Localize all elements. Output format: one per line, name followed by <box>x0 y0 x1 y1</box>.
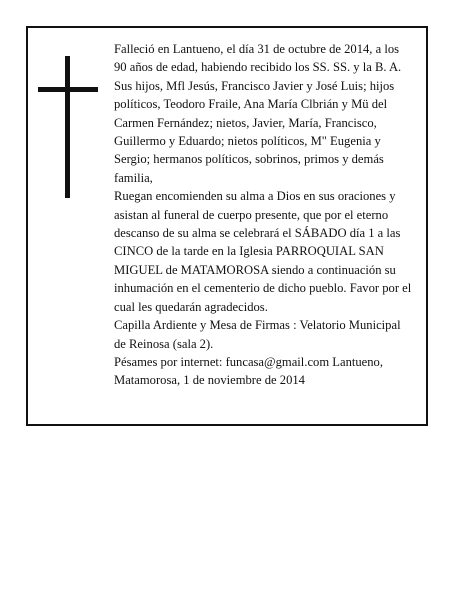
funeral-details: Ruegan encomienden su alma a Dios en sus oraciones y asistan al funeral de cuerpo presente, que por el eterno descanso de su alma se celebrará el SÁBADO día 1 a las CINCO de la tarde en la Iglesia PARROQUIAL SAN MIGUEL de MATAMOROSA siendo a continuación su inhumación en el cementerio de dicho pueblo. Favor por el cual les quedarán agradecidos. <box>114 189 412 314</box>
family-members: Sus hijos, Mfl Jesús, Francisco Javier y José Luis; hijos políticos, Teodoro Fraile, Ana María Clbrián y Mü del Carmen Fernández; nietos, Javier, María, Francisco, Guillermo y Eduardo; nietos políticos, M" Eugenia y Sergio; hermanos políticos, sobrinos, primos y demás familia, <box>114 78 395 185</box>
death-announcement: Falleció en Lantueno, el día 31 de octubre de 2014, a los 90 años de edad, habiendo recibido los SS. SS. y la B. A. <box>114 42 402 75</box>
wake-location: Capilla Ardiente y Mesa de Firmas : Velatorio Municipal de Reinosa (sala 2). <box>114 318 401 351</box>
latin-cross-icon <box>38 56 98 198</box>
cross-vertical-bar <box>65 56 70 198</box>
cross-horizontal-bar <box>38 87 98 92</box>
obituary-notice <box>26 26 428 426</box>
condolences-contact: Pésames por internet: funcasa@gmail.com Lantueno, Matamorosa, 1 de noviembre de 2014 <box>114 354 383 388</box>
notice-body <box>114 40 414 390</box>
